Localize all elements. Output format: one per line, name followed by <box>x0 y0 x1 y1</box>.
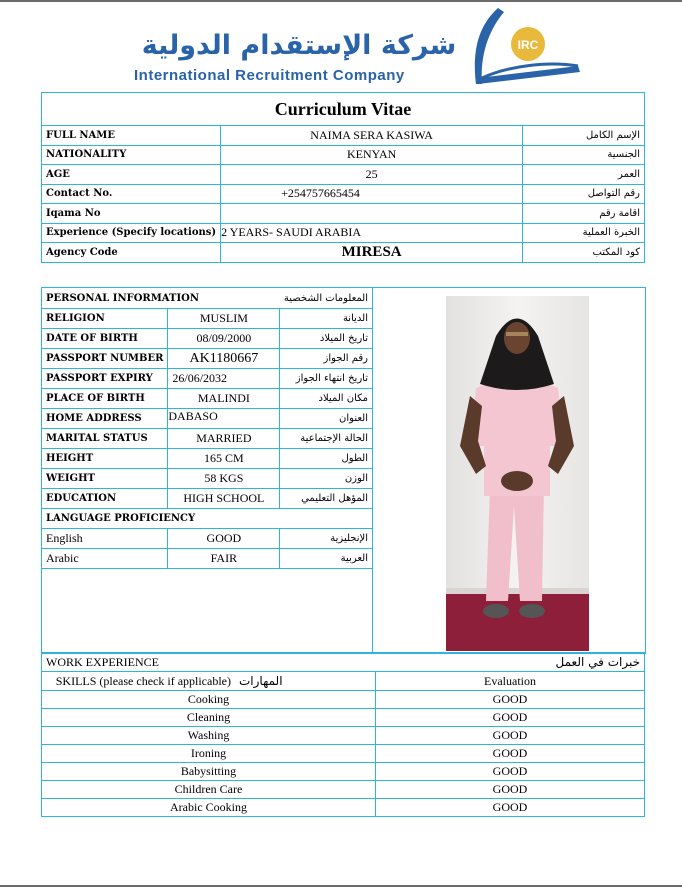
table-row <box>42 223 645 243</box>
work-experience-title: WORK EXPERIENCE <box>42 653 376 672</box>
field-label: HOME ADDRESS <box>42 409 168 429</box>
table-row <box>42 145 645 165</box>
field-label: Iqama No <box>42 204 221 224</box>
language-name: Arabic <box>42 549 168 569</box>
field-label: Agency Code <box>42 243 221 263</box>
field-label: PLACE OF BIRTH <box>42 389 168 409</box>
skill-evaluation: GOOD <box>376 799 645 817</box>
field-value: MARRIED <box>168 429 280 449</box>
table-row <box>42 243 645 263</box>
table-row <box>42 126 645 146</box>
field-value <box>221 204 523 224</box>
company-name-arabic: شركة الإستقدام الدولية <box>141 30 457 61</box>
field-value: HIGH SCHOOL <box>168 489 280 509</box>
bottom-divider <box>0 885 682 887</box>
skill-name: Washing <box>42 727 376 745</box>
skill-evaluation: GOOD <box>376 745 645 763</box>
language-proficiency-title: LANGUAGE PROFICIENCY <box>42 509 373 529</box>
field-label: HEIGHT <box>42 449 168 469</box>
table-row <box>42 469 373 489</box>
cv-title: Curriculum Vitae <box>42 93 645 126</box>
table-row <box>42 429 373 449</box>
table-row <box>42 727 645 745</box>
field-value: 08/09/2000 <box>168 329 280 349</box>
field-label: Experience (Specify locations) <box>42 223 221 243</box>
field-label: EDUCATION <box>42 489 168 509</box>
table-row <box>42 369 373 389</box>
table-row <box>42 529 373 549</box>
field-label-arabic: الخبرة العملية <box>523 223 645 243</box>
field-value: MUSLIM <box>168 309 280 329</box>
skill-evaluation: GOOD <box>376 727 645 745</box>
field-label-arabic: كود المكتب <box>523 243 645 263</box>
field-value: DABASO <box>168 409 280 429</box>
field-label: Contact No. <box>42 184 221 204</box>
field-label-arabic: العمر <box>523 165 645 185</box>
table-row <box>42 763 645 781</box>
field-value: KENYAN <box>221 145 523 165</box>
skill-name: Cleaning <box>42 709 376 727</box>
skills-header-arabic: المهارات <box>235 672 376 691</box>
table-row <box>42 184 645 204</box>
field-label: NATIONALITY <box>42 145 221 165</box>
field-label: MARITAL STATUS <box>42 429 168 449</box>
skill-name: Children Care <box>42 781 376 799</box>
table-row <box>42 309 373 329</box>
skill-evaluation: GOOD <box>376 781 645 799</box>
logo-badge: IRC <box>517 38 539 52</box>
table-row <box>42 781 645 799</box>
field-label: PASSPORT NUMBER <box>42 349 168 369</box>
table-row <box>42 489 373 509</box>
field-value: 58 KGS <box>168 469 280 489</box>
field-label-arabic: الإسم الكامل <box>523 126 645 146</box>
field-value: MIRESA <box>221 243 523 263</box>
field-label-arabic: العنوان <box>280 409 373 429</box>
section-title-arabic: المعلومات الشخصية <box>280 288 373 309</box>
evaluation-header: Evaluation <box>376 672 645 691</box>
field-label-arabic: تاريخ انتهاء الجواز <box>280 369 373 389</box>
field-value: 165 CM <box>168 449 280 469</box>
field-label-arabic: الديانة <box>280 309 373 329</box>
field-value: +254757665454 <box>221 184 523 204</box>
work-experience-title-arabic: خبرات في العمل <box>376 653 645 672</box>
table-row <box>42 691 645 709</box>
table-row <box>42 709 645 727</box>
field-label: RELIGION <box>42 309 168 329</box>
field-label-arabic: تاريخ الميلاد <box>280 329 373 349</box>
field-value: 26/06/2032 <box>168 369 280 389</box>
table-row <box>42 389 373 409</box>
field-label-arabic: المؤهل التعليمي <box>280 489 373 509</box>
field-label: WEIGHT <box>42 469 168 489</box>
table-row <box>42 204 645 224</box>
field-label-arabic: اقامة رقم <box>523 204 645 224</box>
field-label: FULL NAME <box>42 126 221 146</box>
language-name-arabic: العربية <box>280 549 373 569</box>
field-value: MALINDI <box>168 389 280 409</box>
skill-name: Cooking <box>42 691 376 709</box>
section-title: PERSONAL INFORMATION <box>42 288 280 309</box>
table-row <box>42 349 373 369</box>
field-label: AGE <box>42 165 221 185</box>
company-logo-icon <box>468 6 580 86</box>
language-level: FAIR <box>168 549 280 569</box>
field-value: 25 <box>221 165 523 185</box>
table-row <box>42 449 373 469</box>
skills-header: SKILLS (please check if applicable) <box>42 672 236 691</box>
field-label-arabic: الجنسية <box>523 145 645 165</box>
field-label-arabic: رقم التواصل <box>523 184 645 204</box>
table-row <box>42 329 373 349</box>
field-value: AK1180667 <box>168 349 280 369</box>
skill-name: Arabic Cooking <box>42 799 376 817</box>
skill-name: Babysitting <box>42 763 376 781</box>
top-divider <box>0 0 682 2</box>
skill-evaluation: GOOD <box>376 691 645 709</box>
field-label: PASSPORT EXPIRY <box>42 369 168 389</box>
skill-evaluation: GOOD <box>376 763 645 781</box>
language-name: English <box>42 529 168 549</box>
work-experience-table <box>41 652 645 817</box>
table-row <box>42 165 645 185</box>
language-level: GOOD <box>168 529 280 549</box>
field-label-arabic: مكان الميلاد <box>280 389 373 409</box>
table-row <box>42 745 645 763</box>
field-label-arabic: الوزن <box>280 469 373 489</box>
cv-summary-table <box>41 92 645 263</box>
language-name-arabic: الإنجليزية <box>280 529 373 549</box>
table-row <box>42 549 373 569</box>
candidate-photo <box>446 296 589 651</box>
field-label-arabic: رقم الجواز <box>280 349 373 369</box>
field-value: 2 YEARS- SAUDI ARABIA <box>221 223 523 243</box>
field-label: DATE OF BIRTH <box>42 329 168 349</box>
field-label-arabic: الطول <box>280 449 373 469</box>
field-label-arabic: الحالة الإجتماعية <box>280 429 373 449</box>
personal-info-table <box>41 287 373 569</box>
skill-name: Ironing <box>42 745 376 763</box>
company-name-english: International Recruitment Company <box>134 67 405 84</box>
skill-evaluation: GOOD <box>376 709 645 727</box>
table-row <box>42 799 645 817</box>
field-value: NAIMA SERA KASIWA <box>221 126 523 146</box>
table-row <box>42 409 373 429</box>
